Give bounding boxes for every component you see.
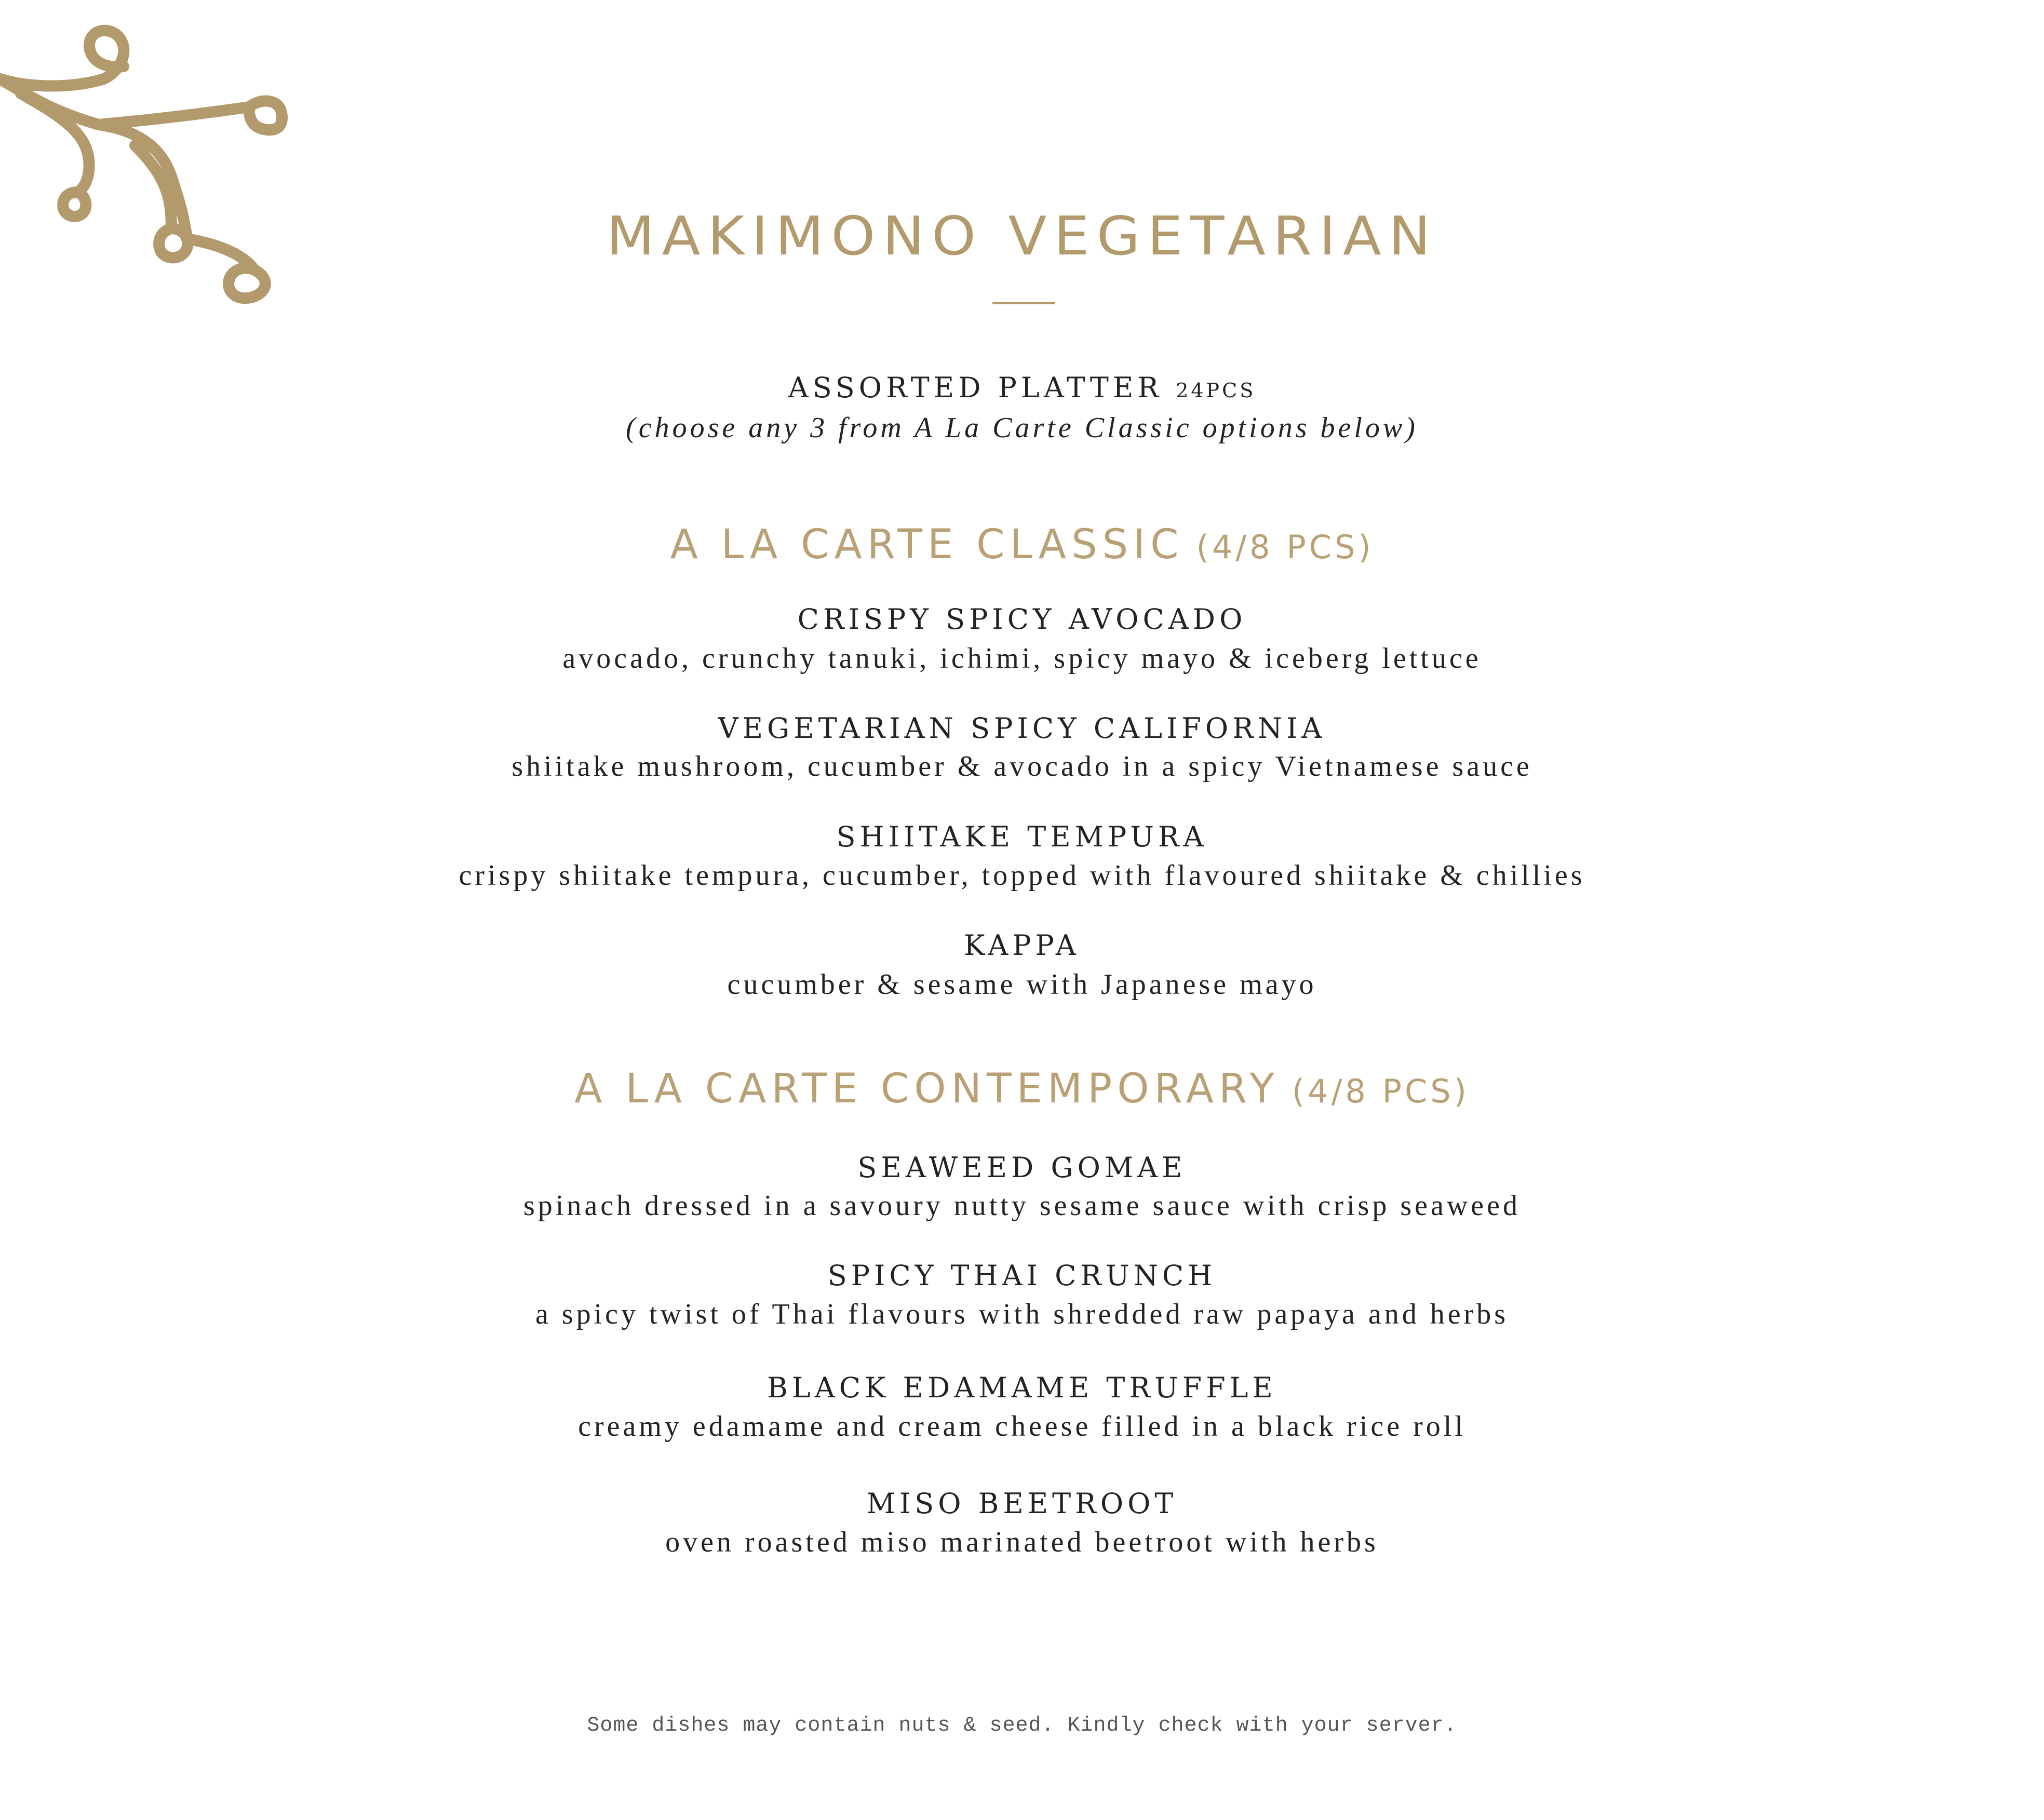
menu-item-desc: avocado, crunchy tanuki, ichimi, spicy mayo & iceberg lettuce — [562, 642, 1482, 675]
section-classic-heading — [0, 521, 2044, 568]
page-title: MAKIMONO VEGETARIAN — [606, 206, 1438, 267]
allergen-footer-note: Some dishes may contain nuts & seed. Kindly check with your server. — [587, 1714, 1457, 1737]
menu-item-name: SEAWEED GOMAE — [857, 1151, 1187, 1184]
menu-item-name: VEGETARIAN SPICY CALIFORNIA — [718, 712, 1326, 745]
menu-item-desc: shiitake mushroom, cucumber & avocado in a spicy Vietnamese sauce — [512, 750, 1532, 783]
platter-note: (choose any 3 from A La Carte Classic options below) — [626, 412, 1418, 444]
menu-item-name: MISO BEETROOT — [866, 1487, 1178, 1520]
section-contemporary-heading — [0, 1066, 2044, 1112]
platter-heading — [0, 371, 2044, 404]
menu-item-name: SPICY THAI CRUNCH — [827, 1259, 1217, 1292]
section-contemporary-title: A LA CARTE CONTEMPORARY — [574, 1066, 1280, 1112]
section-classic-title: A LA CARTE CLASSIC — [670, 521, 1184, 568]
platter-name: ASSORTED PLATTER — [788, 371, 1163, 404]
title-divider — [992, 302, 1055, 304]
menu-item-desc: crispy shiitake tempura, cucumber, topped with flavoured shiitake & chillies — [459, 859, 1585, 892]
menu-item-name: BLACK EDAMAME TRUFFLE — [767, 1371, 1277, 1404]
platter-qty: 24PCS — [1176, 379, 1256, 402]
menu-item-name: SHIITAKE TEMPURA — [836, 820, 1208, 853]
menu-item-desc: a spicy twist of Thai flavours with shredded raw papaya and herbs — [535, 1298, 1509, 1330]
menu-item-name: KAPPA — [964, 929, 1080, 962]
menu-item-desc: cucumber & sesame with Japanese mayo — [727, 968, 1317, 1001]
menu-item-desc: oven roasted miso marinated beetroot with herbs — [665, 1526, 1379, 1558]
branch-icon — [0, 21, 312, 312]
section-contemporary-pcs: (4/8 PCS) — [1292, 1072, 1470, 1110]
section-classic-pcs: (4/8 PCS) — [1196, 528, 1374, 566]
menu-item-desc: creamy edamame and cream cheese filled in a black rice roll — [578, 1410, 1466, 1442]
menu-item-desc: spinach dressed in a savoury nutty sesame sauce with crisp seaweed — [523, 1190, 1521, 1222]
menu-item-name: CRISPY SPICY AVOCADO — [797, 603, 1247, 636]
